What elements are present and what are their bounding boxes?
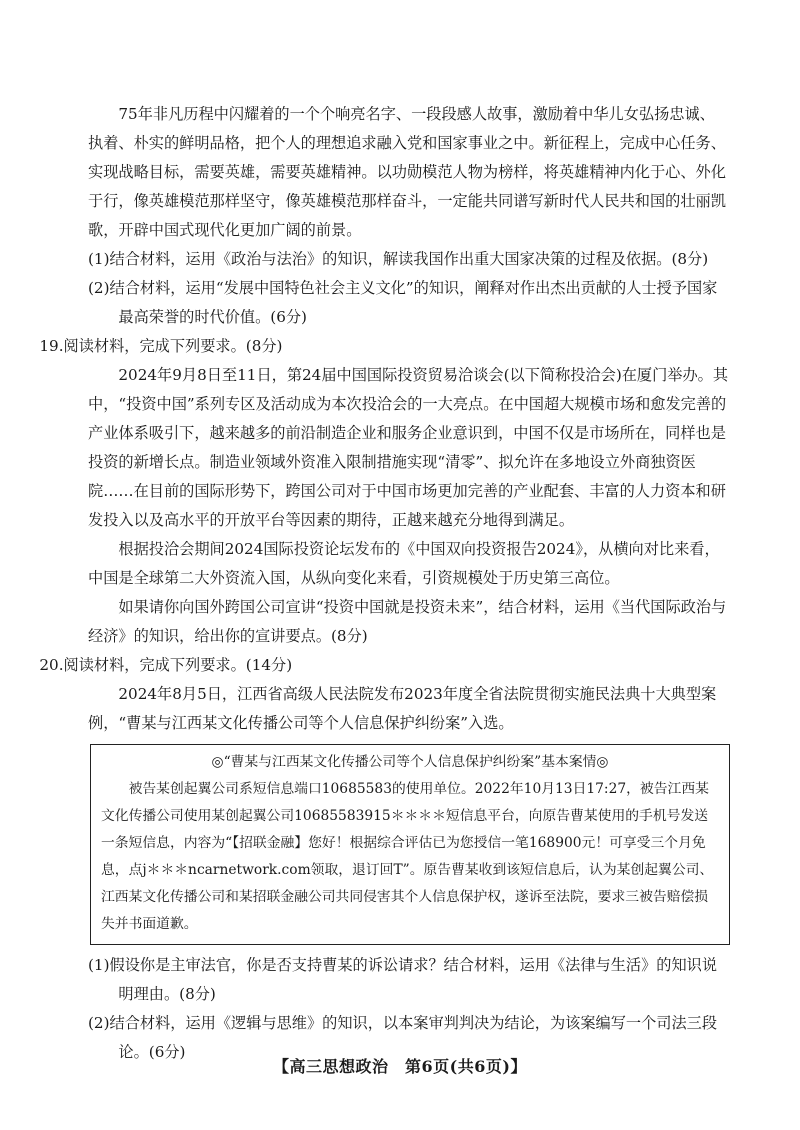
- q18-material: 75年非凡历程中闪耀着的一个个响亮名字、一段段感人故事，激励着中华儿女弘扬忠诚、执着、朴实的鲜明品格，把个人的理想追求融入党和国家事业之中。新征程上，完成中心任务、实现战略目标，需要英雄，需要英雄精神。以功勋模范人物为榜样，将英雄精神内化于心、外化于行，像英雄模范那样坚守，像英雄模范那样奋斗，一定能共同谱写新时代人民共和国的壮丽凯歌，开辟中国式现代化更加广阔的前景。: [88, 105, 726, 239]
- q19-material-paragraph-2: 根据投洽会期间2024国际投资论坛发布的《中国双向投资报告2024》，从横向对比来看，中国是全球第二大外资流入国，从纵向变化来看，引资规模处于历史第三高位。: [88, 540, 720, 587]
- q20-material-paragraph-1: 2024年8月5日，江西省高级人民法院发布2023年度全省法院贯彻实施民法典十大典型案例，“曹某与江西某文化传播公司等个人信息保护纠纷案”入选。: [88, 685, 717, 732]
- page-content: [39, 100, 730, 1067]
- page-footer: 【高三思想政治 第6页(共6页)】: [273, 1057, 527, 1076]
- q20-heading: 20.阅读材料，完成下列要求。(14分): [39, 656, 293, 674]
- q19-requirement: 如果请你向国外跨国公司宣讲“投资中国就是投资未来”，结合材料，运用《当代国际政治与经济》的知识，给出你的宣讲要点。(8分): [88, 598, 727, 645]
- q19-heading: 19.阅读材料，完成下列要求。(8分): [39, 337, 283, 355]
- case-summary-body: 被告某创起翼公司系短信息端口10685583的使用单位。2022年10月13日17:27，被告江西某文化传播公司使用某创起翼公司10685583915＊＊＊＊短信息平台，向原告曹某使用的手机号发送一条短信息，内容为“【招联金融】您好！根据综合评估已为您授信一笔168900元！可享受三个月免息，点j＊＊＊ncarnetwork.com领取，退订回T”。原告曹某收到该短信息后，认为某创起翼公司、江西某文化传播公司和某招联金融公司共同侵害其个人信息保护权，遂诉至法院，要求三被告赔偿损失并书面道歉。: [101, 781, 714, 932]
- q18-subquestion-2: (2)结合材料，运用“发展中国特色社会主义文化”的知识，阐释对作出杰出贡献的人士授予国家最高荣誉的时代价值。(6分): [88, 279, 718, 326]
- q19-material-paragraph-1: 2024年9月8日至11日，第24届中国国际投资贸易洽谈会(以下简称投洽会)在厦门举办。其中，“投资中国”系列专区及活动成为本次投洽会的一大亮点。在中国超大规模市场和愈发完善的产业体系吸引下，越来越多的前沿制造企业和服务企业意识到，中国不仅是市场所在，同样也是投资的新增长点。制造业领域外资准入限制措施实现“清零”、拟允许在多地设立外商独资医院……在目前的国际形势下，跨国公司对于中国市场更加完善的产业配套、丰富的人力资本和研发投入以及高水平的开放平台等因素的期待，正越来越充分地得到满足。: [88, 366, 729, 529]
- q20-subquestion-1: (1)假设你是主审法官，你是否支持曹某的诉讼请求？结合材料，运用《法律与生活》的知识说明理由。(8分): [88, 956, 718, 1003]
- case-summary-box: [90, 744, 730, 945]
- case-summary-title: ◎“曹某与江西某文化传播公司等个人信息保护纠纷案”基本案情◎: [211, 754, 609, 770]
- q18-subquestion-1: (1)结合材料，运用《政治与法治》的知识，解读我国作出重大国家决策的过程及依据。(8分): [88, 250, 709, 268]
- q20-subquestion-2: (2)结合材料，运用《逻辑与思维》的知识，以本案审判判决为结论，为该案编写一个司法三段论。(6分): [88, 1014, 718, 1061]
